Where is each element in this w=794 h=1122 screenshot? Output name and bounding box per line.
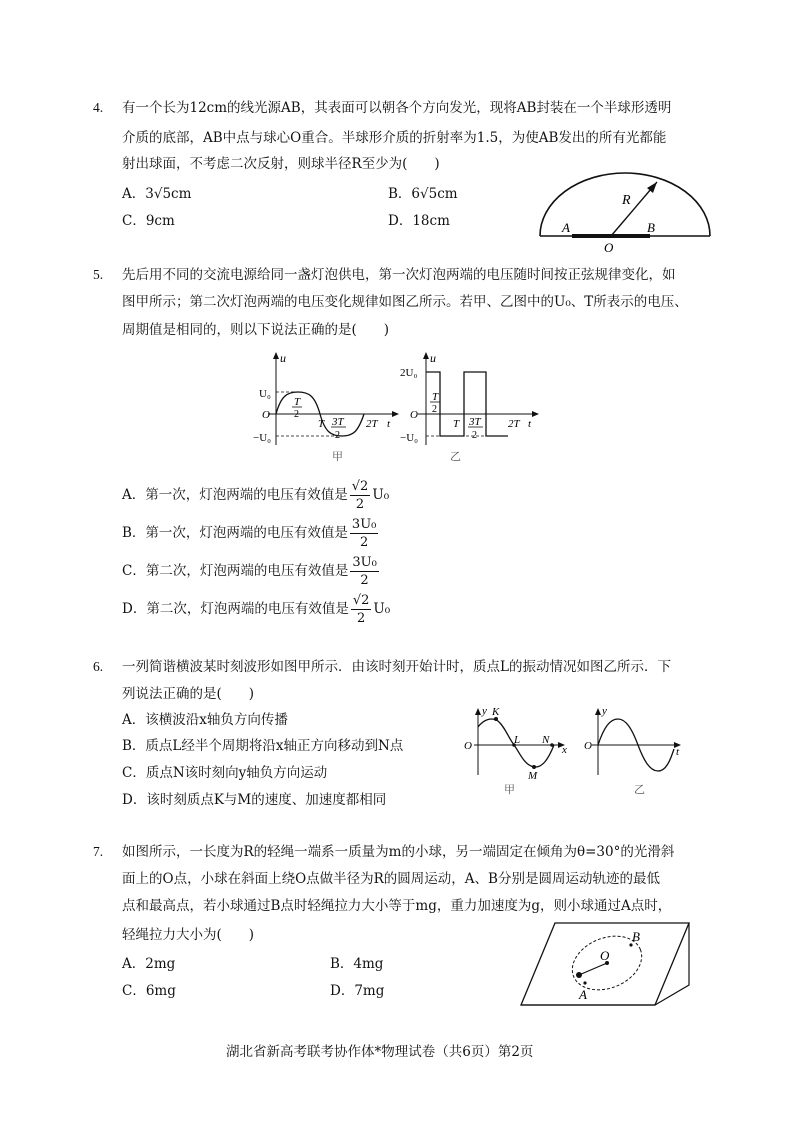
q4-line-1: 有一个长为12cm的线光源AB，其表面可以朝各个方向发光，现将AB封装在一个半球形透明 xyxy=(122,100,672,116)
page-footer: 湖北省新高考联考协作体*物理试卷（共6页）第2页 xyxy=(226,1044,534,1060)
svg-text:T: T xyxy=(432,391,439,403)
svg-text:M: M xyxy=(528,770,538,782)
q6-option-c: C．质点N该时刻向y轴负方向运动 xyxy=(122,765,328,781)
q5-option-c xyxy=(122,554,381,589)
q5-option-d-denominator: 2 xyxy=(356,611,366,626)
q7-option-b: B．4mg xyxy=(330,956,384,972)
svg-text:y: y xyxy=(482,705,487,717)
svg-text:u: u xyxy=(430,351,436,365)
svg-text:K: K xyxy=(492,706,500,718)
svg-text:t: t xyxy=(387,418,391,430)
q4-option-a: A．3√5cm xyxy=(122,186,192,202)
q5-number: 5. xyxy=(93,267,104,282)
svg-text:2T: 2T xyxy=(366,418,378,430)
svg-text:−U₀: −U₀ xyxy=(253,432,271,444)
q5-graph-yi xyxy=(400,351,539,463)
q6-option-b: B．质点L经半个周期将沿x轴正方向移动到N点 xyxy=(122,738,404,754)
q6-option-d: D．该时刻质点K与M的速度、加速度都相同 xyxy=(122,792,387,808)
q7-incline-figure xyxy=(515,915,695,1011)
q7-option-a: A．2mg xyxy=(122,956,176,972)
q5-option-b-text: B．第一次，灯泡两端的电压有效值是 xyxy=(122,525,348,541)
svg-text:乙: 乙 xyxy=(634,784,645,796)
q4-line-3: 射出球面，不考虑二次反射，则球半径R至少为( ) xyxy=(122,156,440,172)
q5-line-1: 先后用不同的交流电源给同一盏灯泡供电，第一次灯泡两端的电压随时间按正弦规律变化，如 xyxy=(122,267,676,283)
svg-text:2: 2 xyxy=(294,409,299,420)
q5-line-2: 图甲所示；第二次灯泡两端的电压变化规律如图乙所示。若甲、乙图中的U₀、T所表示的电压、 xyxy=(122,294,688,310)
q7-number: 7. xyxy=(93,844,104,859)
q6-line-1: 一列简谐横波某时刻波形如图甲所示．由该时刻开始计时，质点L的振动情况如图乙所示．下 xyxy=(122,659,671,675)
svg-text:U₀: U₀ xyxy=(259,388,271,400)
q5-option-c-denominator: 2 xyxy=(360,573,369,588)
q5-option-a xyxy=(122,478,389,513)
q5-option-d-text: D．第二次，灯泡两端的电压有效值是 xyxy=(122,601,349,617)
q6-graph-jia xyxy=(464,705,567,796)
q5-option-b xyxy=(122,516,380,551)
label-a: A xyxy=(562,220,570,235)
q7-line-2: 面上的O点，小球在斜面上绕O点做半径为R的圆周运动，A、B分别是圆周运动轨迹的最低 xyxy=(122,871,660,887)
svg-text:O: O xyxy=(584,740,592,752)
q4-option-d: D．18cm xyxy=(388,213,450,229)
q5-option-d-numerator: √2 xyxy=(352,593,370,608)
q4-option-c: C．9cm xyxy=(122,213,175,229)
svg-text:乙: 乙 xyxy=(450,451,461,463)
q4-number: 4. xyxy=(93,100,104,115)
svg-text:2: 2 xyxy=(472,430,477,441)
q5-option-c-numerator: 3U₀ xyxy=(352,555,377,570)
svg-text:y: y xyxy=(602,705,607,717)
svg-text:2U₀: 2U₀ xyxy=(400,367,418,379)
svg-text:T: T xyxy=(294,396,301,408)
q5-option-a-denominator: 2 xyxy=(355,497,365,512)
svg-text:3T: 3T xyxy=(469,416,481,428)
svg-text:t: t xyxy=(676,746,680,758)
q7-line-1: 如图所示，一长度为R的轻绳一端系一质量为m的小球，另一端固定在倾角为θ=30°的光滑斜 xyxy=(122,844,675,860)
q6-option-a: A．该横波沿x轴负方向传播 xyxy=(122,712,288,728)
svg-text:A: A xyxy=(579,987,587,1002)
label-r: R xyxy=(622,193,631,208)
q5-option-b-denominator: 2 xyxy=(360,535,369,550)
q6-number: 6. xyxy=(93,659,104,674)
q4-line-2: 介质的底部，AB中点与球心O重合。半球形介质的折射率为1.5，为使AB发出的所有光都能 xyxy=(122,130,667,146)
q5-line-3: 周期值是相同的，则以下说法正确的是( ) xyxy=(122,322,390,338)
rope xyxy=(579,963,607,975)
ball xyxy=(576,972,582,978)
svg-text:O: O xyxy=(464,740,472,752)
q4-hemisphere-figure xyxy=(530,168,720,258)
q5-option-a-unit: U₀ xyxy=(372,487,390,503)
q6-wave-graphs xyxy=(462,705,702,797)
svg-text:2: 2 xyxy=(432,404,437,415)
svg-text:B: B xyxy=(632,929,640,944)
label-b: B xyxy=(647,220,655,235)
q6-line-2: 列说法正确的是( ) xyxy=(122,686,255,702)
svg-text:2T: 2T xyxy=(508,418,520,430)
q5-option-c-text: C．第二次，灯泡两端的电压有效值是 xyxy=(122,563,349,579)
q4-option-b: B．6√5cm xyxy=(388,186,458,202)
svg-text:甲: 甲 xyxy=(332,451,343,463)
svg-text:−U₀: −U₀ xyxy=(400,432,418,444)
svg-text:O: O xyxy=(262,409,270,421)
svg-text:t: t xyxy=(528,418,532,430)
q7-option-d: D．7mg xyxy=(330,983,385,999)
q5-option-d-unit: U₀ xyxy=(373,601,391,617)
svg-text:L: L xyxy=(514,734,521,746)
svg-text:2: 2 xyxy=(335,430,340,441)
svg-text:N: N xyxy=(542,734,550,746)
q5-option-a-numerator: √2 xyxy=(351,479,369,494)
svg-text:x: x xyxy=(562,744,567,756)
q7-option-c: C．6mg xyxy=(122,983,176,999)
svg-text:O: O xyxy=(410,409,418,421)
q6-graph-yi xyxy=(584,705,681,796)
q5-voltage-graphs xyxy=(250,350,550,465)
label-o: O xyxy=(604,240,614,255)
q7-line-4: 轻绳拉力大小为( ) xyxy=(122,927,255,943)
q7-line-3: 点和最高点，若小球通过B点时轻绳拉力大小等于mg，重力加速度为g，则小球通过A点时， xyxy=(122,898,672,914)
q5-option-a-text: A．第一次，灯泡两端的电压有效值是 xyxy=(122,487,348,503)
svg-text:O: O xyxy=(600,948,610,963)
q5-graph-jia xyxy=(253,351,399,463)
q5-option-b-numerator: 3U₀ xyxy=(351,517,377,532)
q5-option-d xyxy=(122,592,390,627)
svg-text:u: u xyxy=(280,351,286,365)
svg-text:T: T xyxy=(318,418,325,430)
svg-text:甲: 甲 xyxy=(504,784,515,796)
svg-text:T: T xyxy=(453,418,460,430)
svg-text:3T: 3T xyxy=(332,416,344,428)
